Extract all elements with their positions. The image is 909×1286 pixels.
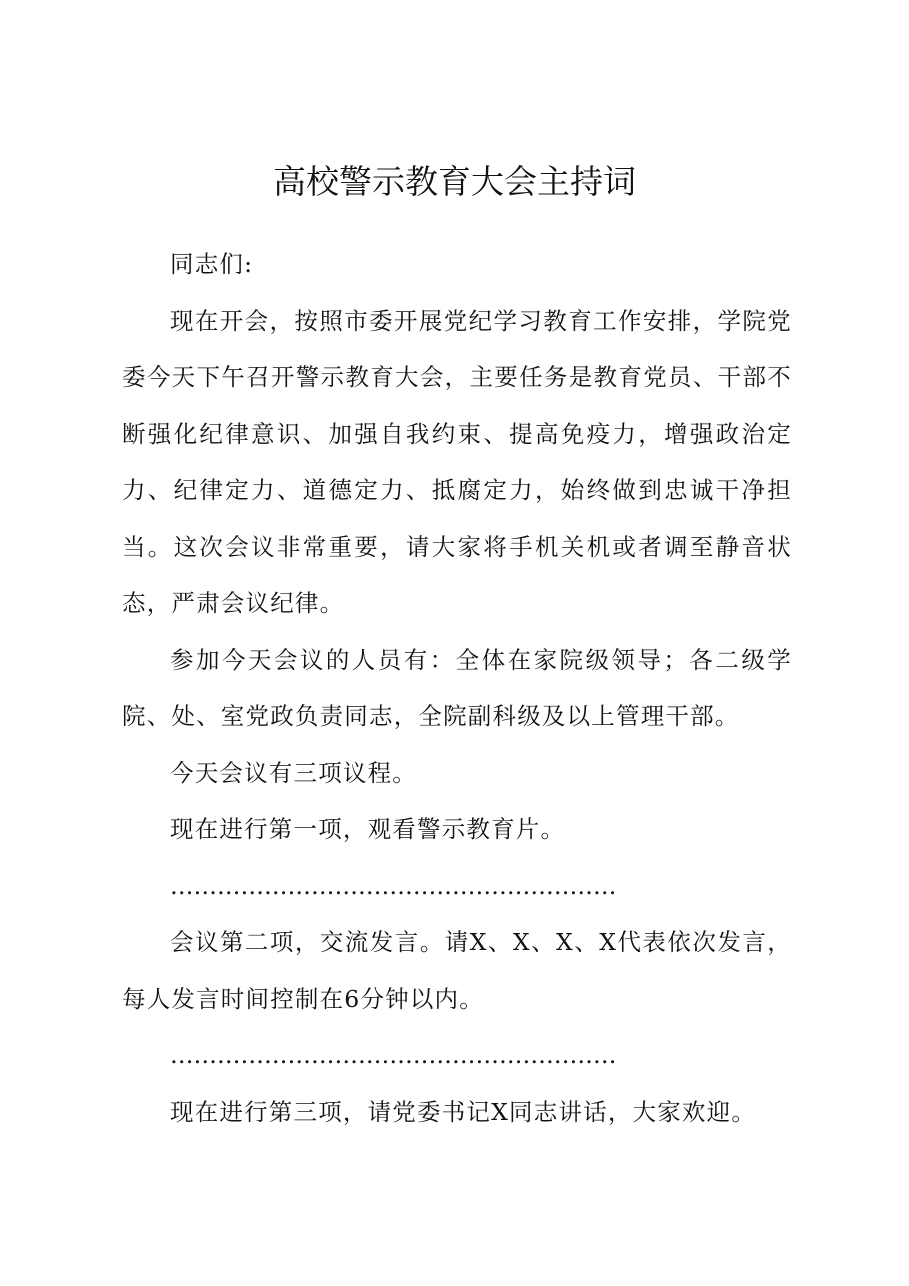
paragraph-agenda: 今天会议有三项议程。	[170, 758, 417, 787]
paragraph-item-three: 现在进行第三项，请党委书记X同志讲话，大家欢迎。	[170, 1097, 757, 1126]
paragraph-attendees: 参加今天会议的人员有：全体在家院级领导；各二级学院、处、室党政负责同志，全院副科级及以上管理干部。	[122, 645, 792, 730]
document-title: 高校警示教育大会主持词	[273, 162, 636, 201]
paragraph-opening: 现在开会，按照市委开展党纪学习教育工作安排，学院党委今天下午召开警示教育大会，主要任务是教育党员、干部不断强化纪律意识、加强自我约束、提高免疫力，增强政治定力、纪律定力、道德定力、抵腐定力，始终做到忠诚干净担当。这次会议非常重要，请大家将手机关机或者调至静音状态，严肃会议纪律。	[122, 306, 792, 617]
ellipsis-separator: …………………………………………………	[170, 1041, 617, 1069]
document-body	[122, 236, 792, 1140]
paragraph-item-one: 现在进行第一项，观看警示教育片。	[170, 815, 566, 843]
paragraph-item-two: 会议第二项，交流发言。请X、X、X、X代表依次发言，每人发言时间控制在6分钟以内。	[122, 928, 792, 1013]
ellipsis-separator: …………………………………………………	[170, 871, 617, 900]
salutation: 同志们:	[170, 250, 254, 278]
